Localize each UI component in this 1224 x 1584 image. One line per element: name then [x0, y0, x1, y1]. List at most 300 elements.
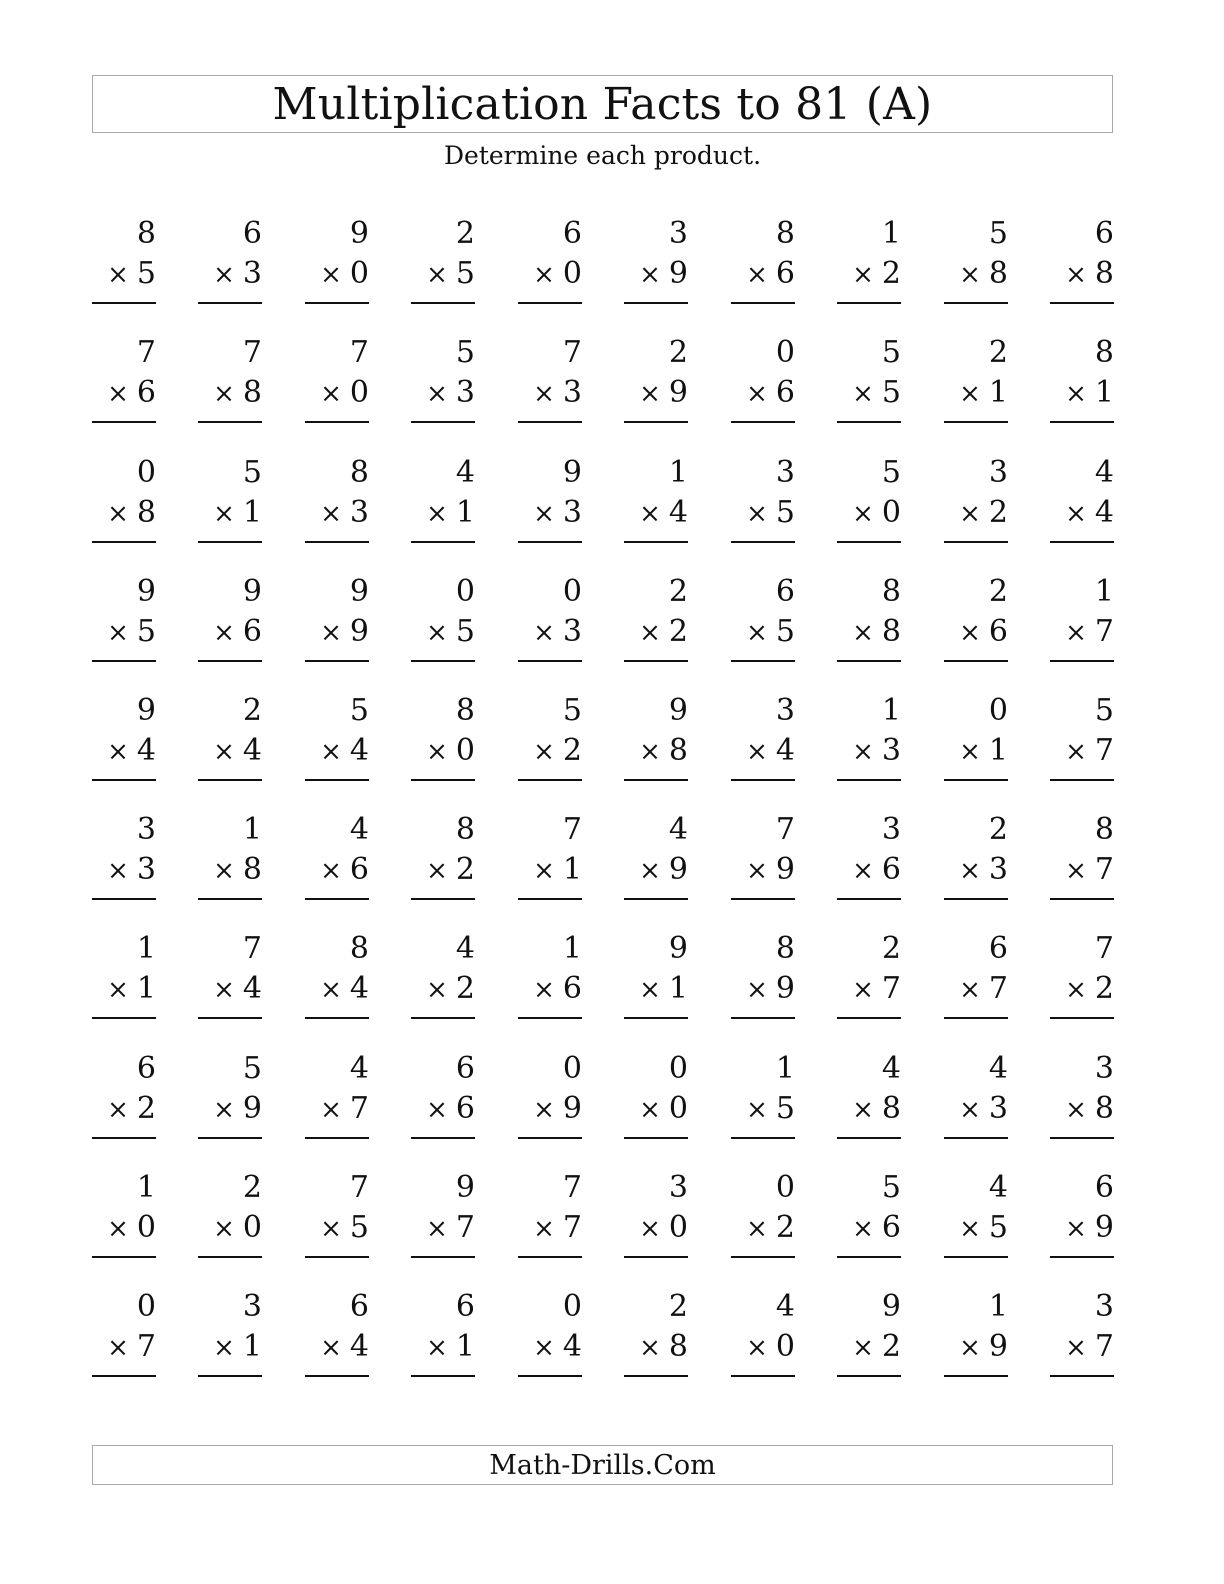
multiplier: [1065, 971, 1114, 1008]
multiplicand: 0: [562, 1051, 582, 1086]
problem: [624, 455, 688, 545]
multiplier-value: 3: [988, 1091, 1008, 1126]
times-sign: ×: [426, 1095, 448, 1125]
multiplicand: 5: [881, 455, 901, 490]
multiplicand: 7: [136, 335, 156, 370]
problem: [411, 574, 475, 664]
answer-line: [731, 1137, 795, 1139]
problem: [198, 216, 262, 306]
multiplicand: 8: [349, 455, 369, 490]
answer-line: [731, 302, 795, 304]
multiplicand: 4: [455, 455, 475, 490]
multiplier: [852, 852, 901, 889]
multiplier-value: 8: [1094, 256, 1114, 291]
answer-line: [198, 779, 262, 781]
multiplicand: 3: [668, 1170, 688, 1205]
answer-line: [1050, 421, 1114, 423]
multiplier: [639, 495, 688, 532]
answer-line: [198, 1137, 262, 1139]
multiplier-value: 3: [562, 375, 582, 410]
multiplicand: 8: [1094, 812, 1114, 847]
multiplier-value: 6: [455, 1091, 475, 1126]
multiplicand: 1: [988, 1289, 1008, 1324]
problem: [944, 931, 1008, 1021]
multiplier-value: 2: [881, 1329, 901, 1364]
times-sign: ×: [213, 856, 235, 886]
times-sign: ×: [746, 1333, 768, 1363]
answer-line: [944, 660, 1008, 662]
multiplicand: 8: [775, 931, 795, 966]
multiplicand: 7: [242, 335, 262, 370]
times-sign: ×: [320, 1095, 342, 1125]
times-sign: ×: [1065, 1333, 1087, 1363]
problem: [731, 693, 795, 783]
multiplicand: 2: [668, 335, 688, 370]
times-sign: ×: [107, 856, 129, 886]
multiplicand: 1: [668, 455, 688, 490]
times-sign: ×: [213, 499, 235, 529]
multiplicand: 3: [242, 1289, 262, 1324]
problem: [944, 812, 1008, 902]
times-sign: ×: [320, 499, 342, 529]
multiplier: [107, 614, 156, 651]
problem: [731, 812, 795, 902]
multiplicand: 2: [668, 574, 688, 609]
times-sign: ×: [1065, 975, 1087, 1005]
problem: [837, 1051, 901, 1141]
multiplier: [426, 375, 475, 412]
answer-line: [1050, 779, 1114, 781]
multiplier-value: 0: [881, 495, 901, 530]
answer-line: [92, 660, 156, 662]
multiplicand: 4: [349, 812, 369, 847]
problem: [731, 455, 795, 545]
answer-line: [92, 1256, 156, 1258]
multiplier: [107, 1091, 156, 1128]
times-sign: ×: [959, 1214, 981, 1244]
multiplicand: 7: [1094, 931, 1114, 966]
multiplicand: 0: [775, 1170, 795, 1205]
times-sign: ×: [852, 1214, 874, 1244]
multiplier: [213, 733, 262, 770]
multiplier: [320, 1329, 369, 1366]
answer-line: [944, 1017, 1008, 1019]
multiplier-value: 3: [988, 852, 1008, 887]
multiplier-value: 6: [775, 256, 795, 291]
problem: [198, 812, 262, 902]
times-sign: ×: [959, 499, 981, 529]
multiplicand: 7: [562, 812, 582, 847]
multiplier: [852, 375, 901, 412]
multiplier-value: 7: [136, 1329, 156, 1364]
answer-line: [837, 421, 901, 423]
answer-line: [518, 898, 582, 900]
answer-line: [305, 421, 369, 423]
multiplicand: 6: [775, 574, 795, 609]
multiplier: [426, 971, 475, 1008]
answer-line: [1050, 541, 1114, 543]
multiplicand: 3: [1094, 1051, 1114, 1086]
multiplier: [852, 733, 901, 770]
multiplicand: 4: [455, 931, 475, 966]
answer-line: [411, 898, 475, 900]
problem: [1050, 335, 1114, 425]
multiplier-value: 0: [775, 1329, 795, 1364]
multiplier-value: 3: [136, 852, 156, 887]
multiplier-value: 7: [1094, 852, 1114, 887]
problem: [1050, 216, 1114, 306]
multiplier-value: 9: [562, 1091, 582, 1126]
answer-line: [944, 1137, 1008, 1139]
answer-line: [624, 302, 688, 304]
multiplier-value: 8: [1094, 1091, 1114, 1126]
problem: [305, 1289, 369, 1379]
times-sign: ×: [320, 1333, 342, 1363]
multiplier: [533, 852, 582, 889]
times-sign: ×: [107, 1095, 129, 1125]
problem: [837, 574, 901, 664]
problem: [198, 1051, 262, 1141]
multiplier: [1065, 614, 1114, 651]
times-sign: ×: [426, 618, 448, 648]
problem: [305, 455, 369, 545]
multiplier-value: 3: [349, 495, 369, 530]
problem: [624, 693, 688, 783]
multiplicand: 9: [562, 455, 582, 490]
multiplicand: 3: [881, 812, 901, 847]
times-sign: ×: [426, 499, 448, 529]
problem: [518, 693, 582, 783]
problem: [198, 1170, 262, 1260]
problem: [198, 1289, 262, 1379]
instructions: Determine each product.: [443, 141, 762, 170]
problem: [411, 812, 475, 902]
times-sign: ×: [320, 260, 342, 290]
multiplier: [533, 1329, 582, 1366]
answer-line: [518, 660, 582, 662]
multiplier: [213, 1210, 262, 1247]
multiplier-value: 2: [881, 256, 901, 291]
answer-line: [305, 779, 369, 781]
times-sign: ×: [1065, 1214, 1087, 1244]
times-sign: ×: [426, 737, 448, 767]
answer-line: [411, 1137, 475, 1139]
multiplicand: 2: [242, 1170, 262, 1205]
problem: [518, 1170, 582, 1260]
multiplier-value: 7: [988, 971, 1008, 1006]
answer-line: [411, 1375, 475, 1377]
times-sign: ×: [320, 737, 342, 767]
multiplicand: 7: [349, 1170, 369, 1205]
problem: [837, 1289, 901, 1379]
answer-line: [92, 302, 156, 304]
multiplier-value: 0: [136, 1210, 156, 1245]
answer-line: [198, 898, 262, 900]
answer-line: [411, 779, 475, 781]
times-sign: ×: [852, 856, 874, 886]
problem: [518, 455, 582, 545]
multiplier-value: 6: [136, 375, 156, 410]
answer-line: [837, 1256, 901, 1258]
times-sign: ×: [1065, 856, 1087, 886]
problem: [518, 216, 582, 306]
problem: [731, 574, 795, 664]
multiplicand: 5: [349, 693, 369, 728]
times-sign: ×: [1065, 737, 1087, 767]
multiplier-value: 6: [775, 375, 795, 410]
times-sign: ×: [959, 1333, 981, 1363]
multiplicand: 0: [136, 1289, 156, 1324]
multiplicand: 3: [775, 455, 795, 490]
multiplier-value: 4: [349, 733, 369, 768]
multiplier-value: 8: [988, 256, 1008, 291]
answer-line: [731, 421, 795, 423]
answer-line: [411, 660, 475, 662]
multiplicand: 2: [988, 335, 1008, 370]
multiplier-value: 5: [881, 375, 901, 410]
problem: [944, 693, 1008, 783]
multiplier: [533, 1091, 582, 1128]
problem: [1050, 1170, 1114, 1260]
footer-box: [92, 1445, 1113, 1485]
multiplier-value: 3: [455, 375, 475, 410]
multiplier: [959, 614, 1008, 651]
times-sign: ×: [426, 379, 448, 409]
multiplicand: 6: [455, 1051, 475, 1086]
times-sign: ×: [852, 1095, 874, 1125]
multiplier: [1065, 495, 1114, 532]
problem: [1050, 1051, 1114, 1141]
multiplier-value: 9: [775, 971, 795, 1006]
multiplier: [426, 1329, 475, 1366]
multiplier-value: 7: [1094, 1329, 1114, 1364]
problem: [198, 574, 262, 664]
times-sign: ×: [852, 1333, 874, 1363]
answer-line: [518, 1375, 582, 1377]
multiplier: [533, 733, 582, 770]
problem: [92, 693, 156, 783]
answer-line: [198, 421, 262, 423]
problem: [305, 574, 369, 664]
multiplicand: 3: [775, 693, 795, 728]
multiplicand: 2: [668, 1289, 688, 1324]
times-sign: ×: [746, 737, 768, 767]
multiplicand: 8: [349, 931, 369, 966]
multiplier: [852, 256, 901, 293]
times-sign: ×: [426, 975, 448, 1005]
times-sign: ×: [533, 737, 555, 767]
multiplicand: 3: [668, 216, 688, 251]
multiplier: [107, 495, 156, 532]
answer-line: [198, 541, 262, 543]
multiplier: [746, 971, 795, 1008]
problem: [624, 1170, 688, 1260]
problem: [518, 1289, 582, 1379]
answer-line: [1050, 1256, 1114, 1258]
times-sign: ×: [852, 975, 874, 1005]
answer-line: [198, 660, 262, 662]
multiplier: [959, 733, 1008, 770]
multiplier-value: 9: [668, 852, 688, 887]
multiplier: [852, 614, 901, 651]
multiplier: [959, 375, 1008, 412]
times-sign: ×: [426, 1214, 448, 1244]
problem: [198, 335, 262, 425]
multiplier-value: 9: [349, 614, 369, 649]
multiplicand: 2: [455, 216, 475, 251]
answer-line: [518, 541, 582, 543]
times-sign: ×: [213, 260, 235, 290]
multiplier: [1065, 1329, 1114, 1366]
multiplier: [107, 971, 156, 1008]
multiplier-value: 1: [136, 971, 156, 1006]
multiplier-value: 4: [775, 733, 795, 768]
multiplicand: 9: [455, 1170, 475, 1205]
multiplicand: 7: [242, 931, 262, 966]
times-sign: ×: [639, 1095, 661, 1125]
problem: [411, 335, 475, 425]
answer-line: [198, 1256, 262, 1258]
times-sign: ×: [213, 618, 235, 648]
answer-line: [837, 1137, 901, 1139]
times-sign: ×: [639, 1333, 661, 1363]
answer-line: [837, 1375, 901, 1377]
problem: [837, 812, 901, 902]
multiplier: [1065, 256, 1114, 293]
multiplier: [213, 971, 262, 1008]
answer-line: [305, 1375, 369, 1377]
multiplier-value: 7: [1094, 614, 1114, 649]
multiplier-value: 8: [136, 495, 156, 530]
problem: [92, 1170, 156, 1260]
multiplier-value: 4: [242, 733, 262, 768]
problem: [411, 693, 475, 783]
multiplier-value: 7: [1094, 733, 1114, 768]
answer-line: [92, 1137, 156, 1139]
multiplier: [533, 971, 582, 1008]
multiplier: [959, 971, 1008, 1008]
multiplier: [639, 256, 688, 293]
multiplicand: 4: [349, 1051, 369, 1086]
times-sign: ×: [852, 379, 874, 409]
answer-line: [1050, 898, 1114, 900]
multiplicand: 9: [668, 931, 688, 966]
multiplier-value: 1: [562, 852, 582, 887]
multiplier-value: 2: [668, 614, 688, 649]
multiplier-value: 5: [775, 1091, 795, 1126]
multiplier: [852, 1329, 901, 1366]
multiplier-value: 5: [136, 256, 156, 291]
multiplicand: 1: [881, 216, 901, 251]
problem: [944, 574, 1008, 664]
multiplier: [320, 375, 369, 412]
multiplicand: 2: [881, 931, 901, 966]
multiplier-value: 0: [562, 256, 582, 291]
multiplier-value: 5: [775, 495, 795, 530]
times-sign: ×: [1065, 499, 1087, 529]
multiplier-value: 1: [668, 971, 688, 1006]
problem: [92, 455, 156, 545]
multiplier-value: 5: [136, 614, 156, 649]
problem: [305, 1051, 369, 1141]
multiplier-value: 4: [349, 1329, 369, 1364]
multiplicand: 0: [455, 574, 475, 609]
times-sign: ×: [746, 260, 768, 290]
problem: [731, 1170, 795, 1260]
multiplicand: 7: [562, 1170, 582, 1205]
multiplier: [107, 375, 156, 412]
answer-line: [944, 1375, 1008, 1377]
multiplier: [320, 971, 369, 1008]
multiplier: [213, 614, 262, 651]
problem: [731, 216, 795, 306]
times-sign: ×: [639, 1214, 661, 1244]
multiplier: [959, 1091, 1008, 1128]
times-sign: ×: [746, 379, 768, 409]
answer-line: [1050, 1375, 1114, 1377]
problem: [305, 931, 369, 1021]
multiplier-value: 2: [562, 733, 582, 768]
answer-line: [305, 898, 369, 900]
multiplier-value: 0: [668, 1210, 688, 1245]
problem: [518, 335, 582, 425]
times-sign: ×: [533, 1214, 555, 1244]
multiplier: [426, 614, 475, 651]
multiplicand: 1: [562, 931, 582, 966]
problem: [944, 1051, 1008, 1141]
multiplicand: 4: [1094, 455, 1114, 490]
multiplicand: 6: [988, 931, 1008, 966]
problem: [411, 1051, 475, 1141]
multiplier: [426, 733, 475, 770]
multiplier-value: 0: [349, 256, 369, 291]
multiplier: [746, 256, 795, 293]
problem: [624, 931, 688, 1021]
page-title: Multiplication Facts to 81 (A): [272, 79, 933, 130]
answer-line: [944, 421, 1008, 423]
times-sign: ×: [320, 618, 342, 648]
times-sign: ×: [639, 618, 661, 648]
answer-line: [411, 1256, 475, 1258]
multiplicand: 4: [668, 812, 688, 847]
multiplier-value: 6: [562, 971, 582, 1006]
answer-line: [1050, 1017, 1114, 1019]
multiplier-value: 7: [562, 1210, 582, 1245]
multiplier-value: 4: [1094, 495, 1114, 530]
multiplicand: 0: [562, 574, 582, 609]
problem: [837, 1170, 901, 1260]
problem: [305, 812, 369, 902]
multiplier: [746, 852, 795, 889]
multiplier-value: 1: [242, 495, 262, 530]
multiplicand: 5: [881, 335, 901, 370]
multiplier-value: 1: [1094, 375, 1114, 410]
answer-line: [518, 779, 582, 781]
multiplier-value: 0: [242, 1210, 262, 1245]
multiplicand: 9: [349, 216, 369, 251]
times-sign: ×: [533, 499, 555, 529]
multiplier-value: 8: [668, 1329, 688, 1364]
multiplier-value: 1: [988, 733, 1008, 768]
problem: [731, 335, 795, 425]
problem: [411, 455, 475, 545]
answer-line: [624, 1137, 688, 1139]
multiplier: [959, 495, 1008, 532]
times-sign: ×: [320, 379, 342, 409]
answer-line: [944, 1256, 1008, 1258]
answer-line: [305, 541, 369, 543]
multiplier: [533, 495, 582, 532]
